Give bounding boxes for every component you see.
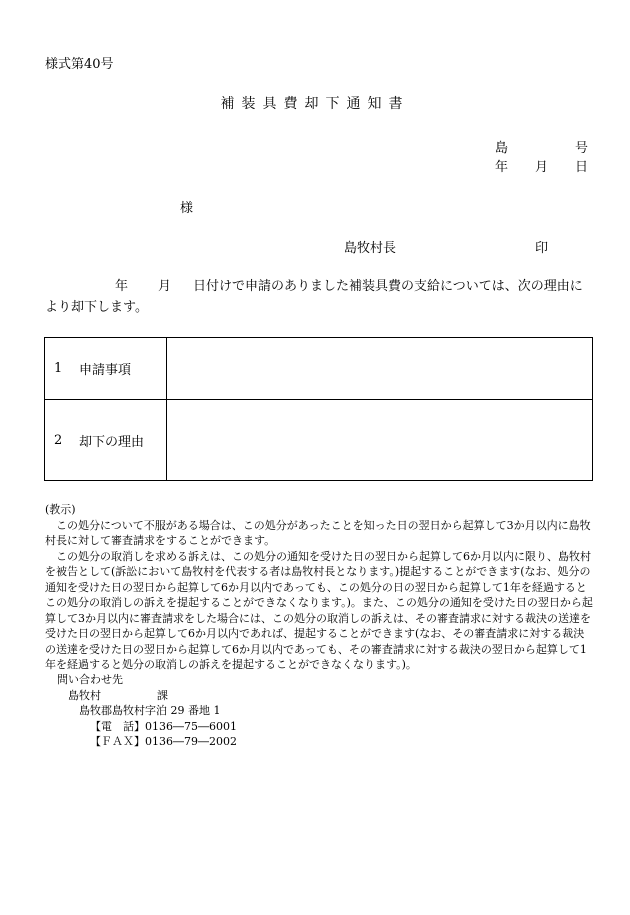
body-year-label: 年 xyxy=(115,279,129,294)
appeal-notice xyxy=(45,502,593,673)
rejection-reason-cell xyxy=(167,400,593,481)
notice-paragraph: この処分について不服がある場合は、この処分があったことを知った日の翌日から起算して3か月以内に島牧村長に対して審査請求をすることができます。 xyxy=(45,518,591,547)
body-text: 日付けで申請のありました補装具費の支給については、次の理由により却下します。 xyxy=(45,279,583,315)
contact-heading: 問い合わせ先 xyxy=(57,673,123,686)
application-item-cell xyxy=(167,338,593,400)
row-label: 却下の理由 xyxy=(79,434,145,450)
contact-department: 課 xyxy=(157,688,168,702)
body-month-label: 月 xyxy=(158,279,172,294)
notice-paragraph: この処分の取消しを求める訴えは、この処分の通知を受けた日の翌日から起算して6か月以内に限り、島牧村を被告として(訴訟において島牧村を代表する者は島牧村長となります。)提起することができます(なお、処分の通知を受けた日の翌日から起算して6か月以内であっても、この処分の日の翌日から起算して1年を経過するとこの処分の取消しの訴えを提起することができなくなります。)。また、この処分の通知を受けた日の翌日から起算して3か月以内に審査請求をした場合には、この処分の取消しの訴えは、その審査請求に対する裁決の送達を受けた日の翌日から起算して6か月以内であれば、提起することができます(なお、その審査請求に対する裁決の送達を受けた日の翌日から起算して6か月以内であっても、その審査請求に対する裁決の翌日から起算して1年を経過すると処分の取消しの訴えを提起することができなくなります。)。 xyxy=(45,549,593,671)
document-title: 補装具費却下通知書 xyxy=(220,96,410,112)
date-month-label: 月 xyxy=(535,160,549,175)
date-day-label: 日 xyxy=(575,160,589,175)
contact-fax: 【ＦＡＸ】0136―79―2002 xyxy=(90,735,237,748)
seal-mark: 印 xyxy=(535,241,549,256)
reference-prefix: 島 xyxy=(495,141,509,156)
row-number: 2 xyxy=(54,432,63,448)
contact-address: 島牧郡島牧村字泊 29 番地 1 xyxy=(79,704,221,717)
table-row xyxy=(45,338,593,400)
table-row xyxy=(45,400,593,481)
contact-phone: 【電 話】0136―75―6001 xyxy=(90,719,237,733)
reference-suffix: 号 xyxy=(575,141,589,156)
details-table xyxy=(44,337,593,481)
addressee-suffix: 様 xyxy=(180,201,194,216)
notice-heading: (教示) xyxy=(45,503,76,516)
contact-block xyxy=(57,672,237,750)
body-paragraph xyxy=(45,276,593,318)
form-number: 様式第40号 xyxy=(45,57,114,72)
row-number: 1 xyxy=(54,361,63,376)
table-label-cell xyxy=(45,400,167,481)
issuer-name: 島牧村長 xyxy=(344,241,397,256)
date-year-label: 年 xyxy=(495,160,509,175)
table-label-cell xyxy=(45,338,167,400)
row-label: 申請事項 xyxy=(79,363,132,378)
contact-office: 島牧村 xyxy=(68,688,101,702)
